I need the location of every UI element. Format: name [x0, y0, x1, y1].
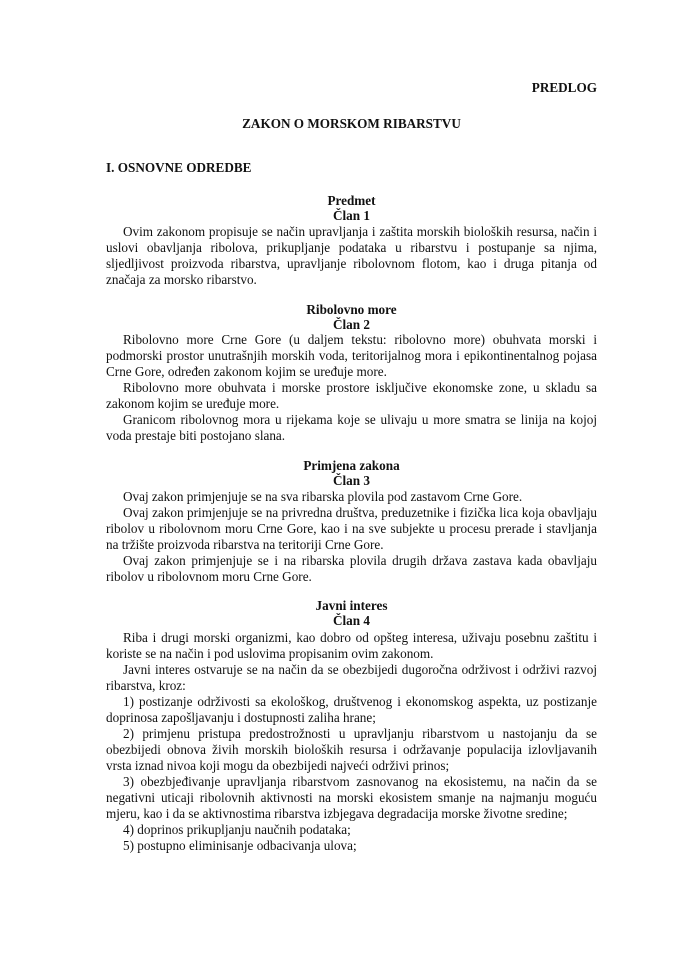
paragraph: Ribolovno more obuhvata i morske prostore isključive ekonomske zone, u skladu sa zakonom kojim se uređuje more.: [106, 380, 597, 411]
paragraph: Granicom ribolovnog mora u rijekama koje se ulivaju u more smatra se linija na kojoj voda prestaje biti postojano slana.: [106, 412, 597, 443]
list-item: 1) postizanje održivosti sa ekološkog, društvenog i ekonomskog aspekta, uz postizanje doprinosa zapošljavanju i dostupnosti zaliha hrane;: [106, 694, 597, 725]
law-title: ZAKON O MORSKOM RIBARSTVU: [242, 116, 461, 131]
section-heading: Primjena zakona: [303, 458, 400, 473]
chapter-heading: I. OSNOVNE ODREDBE: [106, 160, 252, 175]
paragraph: Ovim zakonom propisuje se način upravljanja i zaštita morskih bioloških resursa, način i uslovi obavljanja ribolova, prikupljanje podataka u ribarstvu i postupanje sa njima, sljedljivost proizvoda ribarstva, upravljanje ribolovnom flotom, kao i druga pitanja od značaja za morsko ribarstvo.: [106, 224, 597, 287]
document-label: PREDLOG: [531, 80, 597, 95]
paragraph: Ovaj zakon primjenjuje se na sva ribarska plovila pod zastavom Crne Gore.: [123, 489, 523, 504]
article-number: Član 1: [332, 208, 370, 223]
paragraph: Riba i drugi morski organizmi, kao dobro od opšteg interesa, uživaju posebnu zaštitu i koriste se na način i pod uslovima propisanim ovim zakonom.: [106, 630, 597, 661]
section-heading: Predmet: [327, 193, 376, 208]
section-heading: Ribolovno more: [306, 302, 397, 317]
paragraph: Ovaj zakon primjenjuje se na privredna društva, preduzetnike i fizička lica koja obavljaju ribolov u ribolovnom moru Crne Gore, kao i na sve subjekte u procesu prerade i stavljanja na tržište proizvoda ribarstva na teritoriji Crne Gore.: [106, 505, 597, 552]
list-item: 5) postupno eliminisanje odbacivanja ulova;: [123, 838, 357, 853]
list-item: 3) obezbjeđivanje upravljanja ribarstvom zasnovanog na ekosistemu, na način da se negativni uticaji ribolovnih aktivnosti na morski ekosistem smanje na najmanju moguću mjeru, kao i da se aktivnostima ribarstva izbjegava degradacija morske životne sredine;: [106, 774, 597, 821]
list-item: 2) primjenu pristupa predostrožnosti u upravljanju ribarstvom u nastojanju da se obezbijedi obnova živih morskih bioloških resursa i održavanje populacija izlovljavanih vrsta iznad nivoa koji mogu da obezbijedi najveći održivi prinos;: [106, 726, 597, 773]
paragraph: Javni interes ostvaruje se na način da se obezbijedi dugoročna održivost i održivi razvoj ribarstva, kroz:: [106, 662, 597, 693]
article-number: Član 4: [332, 613, 370, 628]
list-item: 4) doprinos prikupljanju naučnih podataka;: [123, 822, 351, 837]
section-heading: Javni interes: [315, 598, 388, 613]
paragraph: Ribolovno more Crne Gore (u daljem tekstu: ribolovno more) obuhvata morski i podmorski prostor unutrašnjih morskih voda, teritorijalnog mora i epikontinentalnog pojasa Crne Gore, određen zakonom kojim se uređuje more.: [106, 332, 597, 379]
article-number: Član 3: [332, 473, 370, 488]
article-number: Član 2: [332, 317, 370, 332]
paragraph: Ovaj zakon primjenjuje se i na ribarska plovila drugih država zastava kada obavljaju ribolov u ribolovnom moru Crne Gore.: [106, 553, 597, 584]
